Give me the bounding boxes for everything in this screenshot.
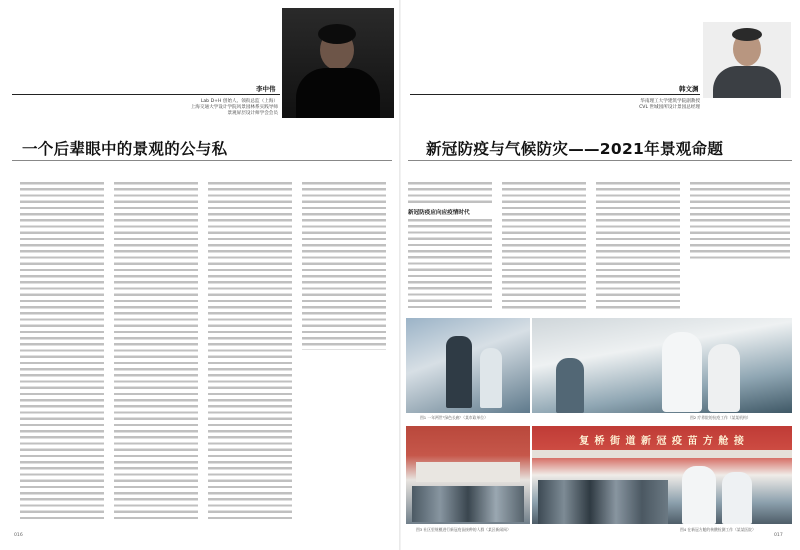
figure-caption-1: 图1 一年两世"绿色长廊"（某市政单位） — [420, 415, 488, 420]
figure-photo-2 — [532, 318, 792, 413]
photo-person-shape — [662, 332, 702, 412]
author-rule-right — [410, 94, 700, 95]
body-text-block — [20, 182, 104, 522]
photo-tent-shape — [416, 462, 520, 482]
photo-person-shape — [480, 348, 502, 408]
article-headline-left: 一个后辈眼中的景观的公与私 — [22, 140, 228, 158]
author-portrait-right — [703, 22, 791, 98]
portrait-figure-torso — [713, 66, 781, 98]
portrait-figure-torso — [296, 68, 380, 118]
body-text-block — [408, 182, 492, 204]
figure-photo-3 — [406, 426, 530, 524]
article-headline-right: 新冠防疫与气候防灾——2021年景观命题 — [426, 140, 724, 158]
body-column-right-2 — [502, 182, 586, 312]
body-column-left-1 — [20, 182, 104, 522]
body-column-right-1 — [408, 182, 492, 312]
author-role-line: CVL 世城园所设计景园总经理 — [639, 105, 700, 110]
photo-person-shape — [446, 336, 472, 408]
figure-caption-2: 图2 疗养院的抗疫工作（某某机构） — [690, 415, 751, 420]
body-text-block — [208, 182, 292, 522]
figure-photo-4 — [532, 426, 792, 524]
body-text-block — [690, 182, 790, 262]
figure-caption-3: 图3 社区里规模进行新冠疫苗接种的人群（某区新闻网） — [416, 527, 511, 532]
body-column-right-4 — [690, 182, 790, 262]
body-column-left-2 — [114, 182, 198, 522]
body-text-block — [114, 182, 198, 522]
portrait-figure-hair — [318, 24, 356, 44]
figure-photo-1 — [406, 318, 530, 413]
author-name-right: 韩文渊 — [679, 85, 699, 93]
photo-crowd-shape — [412, 486, 524, 522]
body-column-right-3 — [596, 182, 680, 312]
section-subheading: 新冠防疫应向应疫情时代 — [408, 210, 470, 216]
photo-person-shape — [722, 472, 752, 524]
body-text-block — [502, 182, 586, 312]
photo-person-shape — [682, 466, 716, 524]
page-gutter — [399, 0, 401, 550]
page-number-left: 016 — [14, 533, 23, 538]
author-role-line: 华南理工大学建筑学院副教授 — [640, 99, 700, 104]
photo-tent-shape — [532, 450, 792, 458]
author-role-line: 景观屏层设计师学会会员 — [227, 111, 278, 116]
author-role-line: 上海交通大学设计学院风景园林系实践导师 — [190, 105, 278, 110]
body-text-block — [408, 219, 492, 309]
author-rule-left — [12, 94, 280, 95]
author-role-line: Lab D+H 创始人、领衔总监（上海） — [200, 99, 278, 104]
photo-sign-text: 复 桥 街 道 新 冠 疫 苗 方 舱 接 — [579, 436, 745, 447]
photo-crowd-shape — [538, 480, 668, 524]
body-text-block — [596, 182, 680, 312]
photo-person-shape — [708, 344, 740, 412]
photo-person-shape — [556, 358, 584, 413]
portrait-figure-hair — [732, 28, 762, 41]
headline-rule-left — [12, 160, 392, 161]
figure-caption-4: 图4 在新冠方舱的核酸检测工作（某某医院） — [680, 527, 756, 532]
author-name-left: 李中伟 — [256, 85, 276, 93]
page-number-right: 017 — [774, 533, 783, 538]
body-column-left-3 — [208, 182, 292, 522]
headline-rule-right — [408, 160, 792, 161]
body-column-left-4 — [302, 182, 386, 350]
author-role-right — [560, 99, 700, 111]
body-text-block — [302, 182, 386, 350]
author-portrait-left — [282, 8, 394, 118]
author-role-left — [150, 99, 278, 117]
